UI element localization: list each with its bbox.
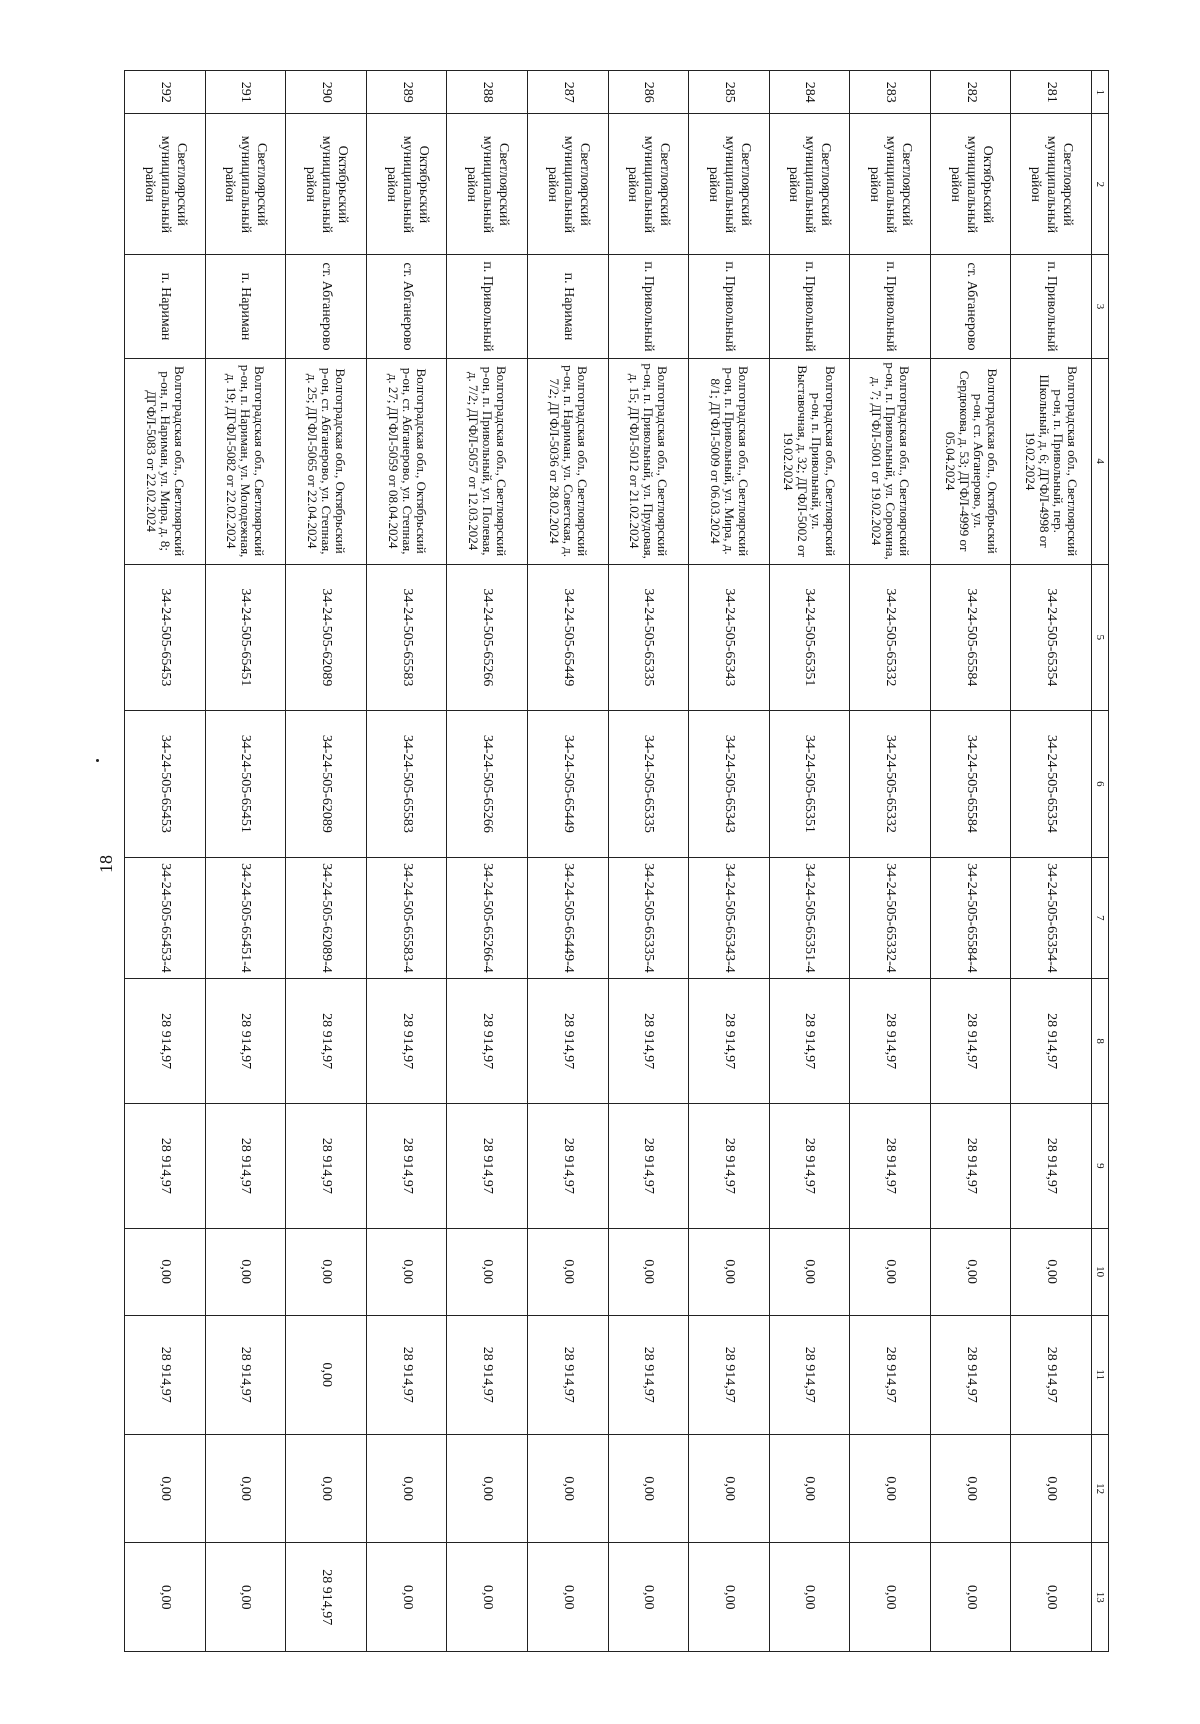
col8-amount-cell: 28 914,97: [527, 979, 608, 1104]
table-row: [125, 71, 206, 1652]
col9-amount-cell: 28 914,97: [608, 1103, 689, 1228]
table-row: [286, 71, 367, 1652]
address-cell: Волгоградская обл., Светлоярский р-он, п. Привольный, пер. Школьный, д. 6; ДГФЛ-4998 от 19.02.2024: [1011, 358, 1092, 564]
column-number: 8: [1092, 979, 1109, 1104]
col13-amount-cell: 0,00: [608, 1543, 689, 1652]
col13-amount-cell: 0,00: [205, 1543, 286, 1652]
col5-cell: 34-24-505-65584: [930, 564, 1011, 710]
col9-amount-cell: 28 914,97: [366, 1103, 447, 1228]
row-number: 281: [1011, 71, 1092, 114]
col9-amount-cell: 28 914,97: [125, 1103, 206, 1228]
col9-amount-cell: 28 914,97: [769, 1103, 850, 1228]
col11-amount-cell: 28 914,97: [689, 1315, 770, 1434]
row-number: 285: [689, 71, 770, 114]
row-number: 286: [608, 71, 689, 114]
district-cell: Светлоярский муниципальный район: [689, 114, 770, 255]
col7-cell: 34-24-505-65351-4: [769, 857, 850, 979]
col9-amount-cell: 28 914,97: [527, 1103, 608, 1228]
col12-amount-cell: 0,00: [125, 1434, 206, 1543]
column-number: 4: [1092, 358, 1109, 564]
column-number: 10: [1092, 1228, 1109, 1315]
col13-amount-cell: 0,00: [1011, 1543, 1092, 1652]
col9-amount-cell: 28 914,97: [286, 1103, 367, 1228]
col5-cell: 34-24-505-65354: [1011, 564, 1092, 710]
column-number: 7: [1092, 857, 1109, 979]
col10-amount-cell: 0,00: [447, 1228, 528, 1315]
col11-amount-cell: 28 914,97: [366, 1315, 447, 1434]
address-cell: Волгоградская обл., Светлоярский р-он, п. Привольный, ул. Сорокина, д. 7; ДГФЛ-5001 от 19.02.2024: [850, 358, 931, 564]
col12-amount-cell: 0,00: [527, 1434, 608, 1543]
col11-amount-cell: 28 914,97: [447, 1315, 528, 1434]
col10-amount-cell: 0,00: [930, 1228, 1011, 1315]
col7-cell: 34-24-505-65343-4: [689, 857, 770, 979]
col13-amount-cell: 0,00: [769, 1543, 850, 1652]
col7-cell: 34-24-505-65335-4: [608, 857, 689, 979]
col13-amount-cell: 28 914,97: [286, 1543, 367, 1652]
col10-amount-cell: 0,00: [850, 1228, 931, 1315]
col11-amount-cell: 28 914,97: [608, 1315, 689, 1434]
column-number: 5: [1092, 564, 1109, 710]
col7-cell: 34-24-505-65449-4: [527, 857, 608, 979]
table-row: [930, 71, 1011, 1652]
settlement-cell: п. Нариман: [527, 255, 608, 358]
row-number: 291: [205, 71, 286, 114]
row-number: 292: [125, 71, 206, 114]
settlement-cell: п. Привольный: [850, 255, 931, 358]
address-cell: Волгоградская обл., Светлоярский р-он, п. Нариман, ул. Молодежная, д. 19; ДГФЛ-5082 от 22.02.2024: [205, 358, 286, 564]
table-row: [205, 71, 286, 1652]
district-cell: Светлоярский муниципальный район: [1011, 114, 1092, 255]
col5-cell: 34-24-505-65451: [205, 564, 286, 710]
column-number-row: [1092, 71, 1109, 1652]
address-cell: Волгоградская обл., Октябрьский р-он, ст. Абганерово, ул. Сердюкова, д. 53; ДГФЛ-4999 от 05.04.2024: [930, 358, 1011, 564]
district-cell: Светлоярский муниципальный район: [447, 114, 528, 255]
settlement-cell: ст. Абганерово: [930, 255, 1011, 358]
col5-cell: 34-24-505-65583: [366, 564, 447, 710]
address-cell: Волгоградская обл., Светлоярский р-он, п. Привольный, ул. Мира, д. 8/1; ДГФЛ-5009 от 06.03.2024: [689, 358, 770, 564]
column-number: 3: [1092, 255, 1109, 358]
table-row: [366, 71, 447, 1652]
col12-amount-cell: 0,00: [769, 1434, 850, 1543]
column-number: 13: [1092, 1543, 1109, 1652]
col5-cell: 34-24-505-65335: [608, 564, 689, 710]
row-number: 282: [930, 71, 1011, 114]
col5-cell: 34-24-505-65332: [850, 564, 931, 710]
address-cell: Волгоградская обл., Светлоярский р-он, п. Привольный, ул. Выставочная, д. 32; ДГФЛ-5002 от 19.02.2024: [769, 358, 850, 564]
col12-amount-cell: 0,00: [286, 1434, 367, 1543]
col10-amount-cell: 0,00: [125, 1228, 206, 1315]
settlement-cell: п. Нариман: [125, 255, 206, 358]
col8-amount-cell: 28 914,97: [125, 979, 206, 1104]
col12-amount-cell: 0,00: [1011, 1434, 1092, 1543]
district-cell: Октябрьский муниципальный район: [286, 114, 367, 255]
col10-amount-cell: 0,00: [527, 1228, 608, 1315]
table-row: [527, 71, 608, 1652]
col5-cell: 34-24-505-65343: [689, 564, 770, 710]
col9-amount-cell: 28 914,97: [1011, 1103, 1092, 1228]
col7-cell: 34-24-505-65453-4: [125, 857, 206, 979]
col8-amount-cell: 28 914,97: [447, 979, 528, 1104]
col9-amount-cell: 28 914,97: [447, 1103, 528, 1228]
col5-cell: 34-24-505-65266: [447, 564, 528, 710]
settlement-cell: п. Нариман: [205, 255, 286, 358]
col8-amount-cell: 28 914,97: [366, 979, 447, 1104]
row-number: 290: [286, 71, 367, 114]
col7-cell: 34-24-505-65266-4: [447, 857, 528, 979]
column-number: 12: [1092, 1434, 1109, 1543]
col11-amount-cell: 28 914,97: [1011, 1315, 1092, 1434]
col5-cell: 34-24-505-62089: [286, 564, 367, 710]
col9-amount-cell: 28 914,97: [689, 1103, 770, 1228]
col12-amount-cell: 0,00: [608, 1434, 689, 1543]
col13-amount-cell: 0,00: [850, 1543, 931, 1652]
address-cell: Волгоградская обл., Светлоярский р-он, п. Нариман, ул. Советская, д. 7/2; ДГФЛ-5036 от 28.02.2024: [527, 358, 608, 564]
district-cell: Светлоярский муниципальный район: [205, 114, 286, 255]
settlement-cell: п. Привольный: [769, 255, 850, 358]
col8-amount-cell: 28 914,97: [930, 979, 1011, 1104]
table-row: [447, 71, 528, 1652]
col9-amount-cell: 28 914,97: [850, 1103, 931, 1228]
col8-amount-cell: 28 914,97: [608, 979, 689, 1104]
col9-amount-cell: 28 914,97: [205, 1103, 286, 1228]
row-number: 289: [366, 71, 447, 114]
col6-cell: 34-24-505-65351: [769, 711, 850, 857]
page-number-text: 18: [96, 855, 116, 873]
col11-amount-cell: 28 914,97: [769, 1315, 850, 1434]
col12-amount-cell: 0,00: [689, 1434, 770, 1543]
col10-amount-cell: 0,00: [769, 1228, 850, 1315]
column-number: 1: [1092, 71, 1109, 114]
column-number: 2: [1092, 114, 1109, 255]
col12-amount-cell: 0,00: [366, 1434, 447, 1543]
col11-amount-cell: 28 914,97: [125, 1315, 206, 1434]
data-table: [124, 70, 1109, 1652]
col7-cell: 34-24-505-65332-4: [850, 857, 931, 979]
col9-amount-cell: 28 914,97: [930, 1103, 1011, 1228]
col13-amount-cell: 0,00: [447, 1543, 528, 1652]
table-row: [850, 71, 931, 1652]
col8-amount-cell: 28 914,97: [286, 979, 367, 1104]
settlement-cell: п. Привольный: [447, 255, 528, 358]
col8-amount-cell: 28 914,97: [1011, 979, 1092, 1104]
col6-cell: 34-24-505-65354: [1011, 711, 1092, 857]
col12-amount-cell: 0,00: [447, 1434, 528, 1543]
col10-amount-cell: 0,00: [286, 1228, 367, 1315]
address-cell: Волгоградская обл., Октябрьский р-он, ст. Абганерово, ул. Степная, д. 27; ДГФЛ-5059 от 08.04.2024: [366, 358, 447, 564]
address-cell: Волгоградская обл., Светлоярский р-он, п. Нариман, ул. Мира, д. 8; ДГФЛ-5083 от 22.02.2024: [125, 358, 206, 564]
col11-amount-cell: 0,00: [286, 1315, 367, 1434]
settlement-cell: п. Привольный: [1011, 255, 1092, 358]
col12-amount-cell: 0,00: [205, 1434, 286, 1543]
settlement-cell: ст. Абганерово: [286, 255, 367, 358]
col6-cell: 34-24-505-65584: [930, 711, 1011, 857]
col10-amount-cell: 0,00: [205, 1228, 286, 1315]
address-cell: Волгоградская обл., Светлоярский р-он, п. Привольный, ул. Прудовая, д. 15; ДГФЛ-5012 от 21.02.2024: [608, 358, 689, 564]
col8-amount-cell: 28 914,97: [689, 979, 770, 1104]
col6-cell: 34-24-505-65453: [125, 711, 206, 857]
col7-cell: 34-24-505-62089-4: [286, 857, 367, 979]
col11-amount-cell: 28 914,97: [205, 1315, 286, 1434]
col7-cell: 34-24-505-65354-4: [1011, 857, 1092, 979]
col10-amount-cell: 0,00: [366, 1228, 447, 1315]
col13-amount-cell: 0,00: [527, 1543, 608, 1652]
col10-amount-cell: 0,00: [608, 1228, 689, 1315]
table-row: [769, 71, 850, 1652]
col10-amount-cell: 0,00: [1011, 1228, 1092, 1315]
table-body: [125, 71, 1092, 1652]
settlement-cell: ст. Абганерово: [366, 255, 447, 358]
row-number: 288: [447, 71, 528, 114]
col6-cell: 34-24-505-65449: [527, 711, 608, 857]
settlement-cell: п. Привольный: [608, 255, 689, 358]
settlement-cell: п. Привольный: [689, 255, 770, 358]
col13-amount-cell: 0,00: [366, 1543, 447, 1652]
col6-cell: 34-24-505-65583: [366, 711, 447, 857]
col8-amount-cell: 28 914,97: [850, 979, 931, 1104]
address-cell: Волгоградская обл., Светлоярский р-он, п. Привольный, ул. Полевая, д. 7/2; ДГФЛ-5057 от 12.03.2024: [447, 358, 528, 564]
stray-dot: [96, 759, 99, 762]
column-number: 6: [1092, 711, 1109, 857]
col11-amount-cell: 28 914,97: [850, 1315, 931, 1434]
col12-amount-cell: 0,00: [850, 1434, 931, 1543]
address-cell: Волгоградская обл., Октябрьский р-он, ст. Абганерово, ул. Степная, д. 25; ДГФЛ-5065 от 22.04.2024: [286, 358, 367, 564]
col13-amount-cell: 0,00: [125, 1543, 206, 1652]
row-number: 287: [527, 71, 608, 114]
col12-amount-cell: 0,00: [930, 1434, 1011, 1543]
district-cell: Октябрьский муниципальный район: [366, 114, 447, 255]
table-row: [1011, 71, 1092, 1652]
row-number: 283: [850, 71, 931, 114]
col8-amount-cell: 28 914,97: [769, 979, 850, 1104]
table-row: [608, 71, 689, 1652]
col6-cell: 34-24-505-65266: [447, 711, 528, 857]
col8-amount-cell: 28 914,97: [205, 979, 286, 1104]
col7-cell: 34-24-505-65584-4: [930, 857, 1011, 979]
col6-cell: 34-24-505-65343: [689, 711, 770, 857]
col6-cell: 34-24-505-65335: [608, 711, 689, 857]
col6-cell: 34-24-505-62089: [286, 711, 367, 857]
district-cell: Октябрьский муниципальный район: [930, 114, 1011, 255]
col6-cell: 34-24-505-65451: [205, 711, 286, 857]
col13-amount-cell: 0,00: [689, 1543, 770, 1652]
row-number: 284: [769, 71, 850, 114]
district-cell: Светлоярский муниципальный район: [769, 114, 850, 255]
col5-cell: 34-24-505-65351: [769, 564, 850, 710]
col6-cell: 34-24-505-65332: [850, 711, 931, 857]
col11-amount-cell: 28 914,97: [527, 1315, 608, 1434]
col13-amount-cell: 0,00: [930, 1543, 1011, 1652]
col5-cell: 34-24-505-65449: [527, 564, 608, 710]
district-cell: Светлоярский муниципальный район: [850, 114, 931, 255]
column-number: 11: [1092, 1315, 1109, 1434]
district-cell: Светлоярский муниципальный район: [527, 114, 608, 255]
col7-cell: 34-24-505-65451-4: [205, 857, 286, 979]
district-cell: Светлоярский муниципальный район: [608, 114, 689, 255]
col10-amount-cell: 0,00: [689, 1228, 770, 1315]
table-row: [689, 71, 770, 1652]
rotated-table-container: [124, 70, 1109, 1652]
district-cell: Светлоярский муниципальный район: [125, 114, 206, 255]
column-number: 9: [1092, 1103, 1109, 1228]
page-number: [92, 854, 120, 874]
col11-amount-cell: 28 914,97: [930, 1315, 1011, 1434]
col5-cell: 34-24-505-65453: [125, 564, 206, 710]
col7-cell: 34-24-505-65583-4: [366, 857, 447, 979]
